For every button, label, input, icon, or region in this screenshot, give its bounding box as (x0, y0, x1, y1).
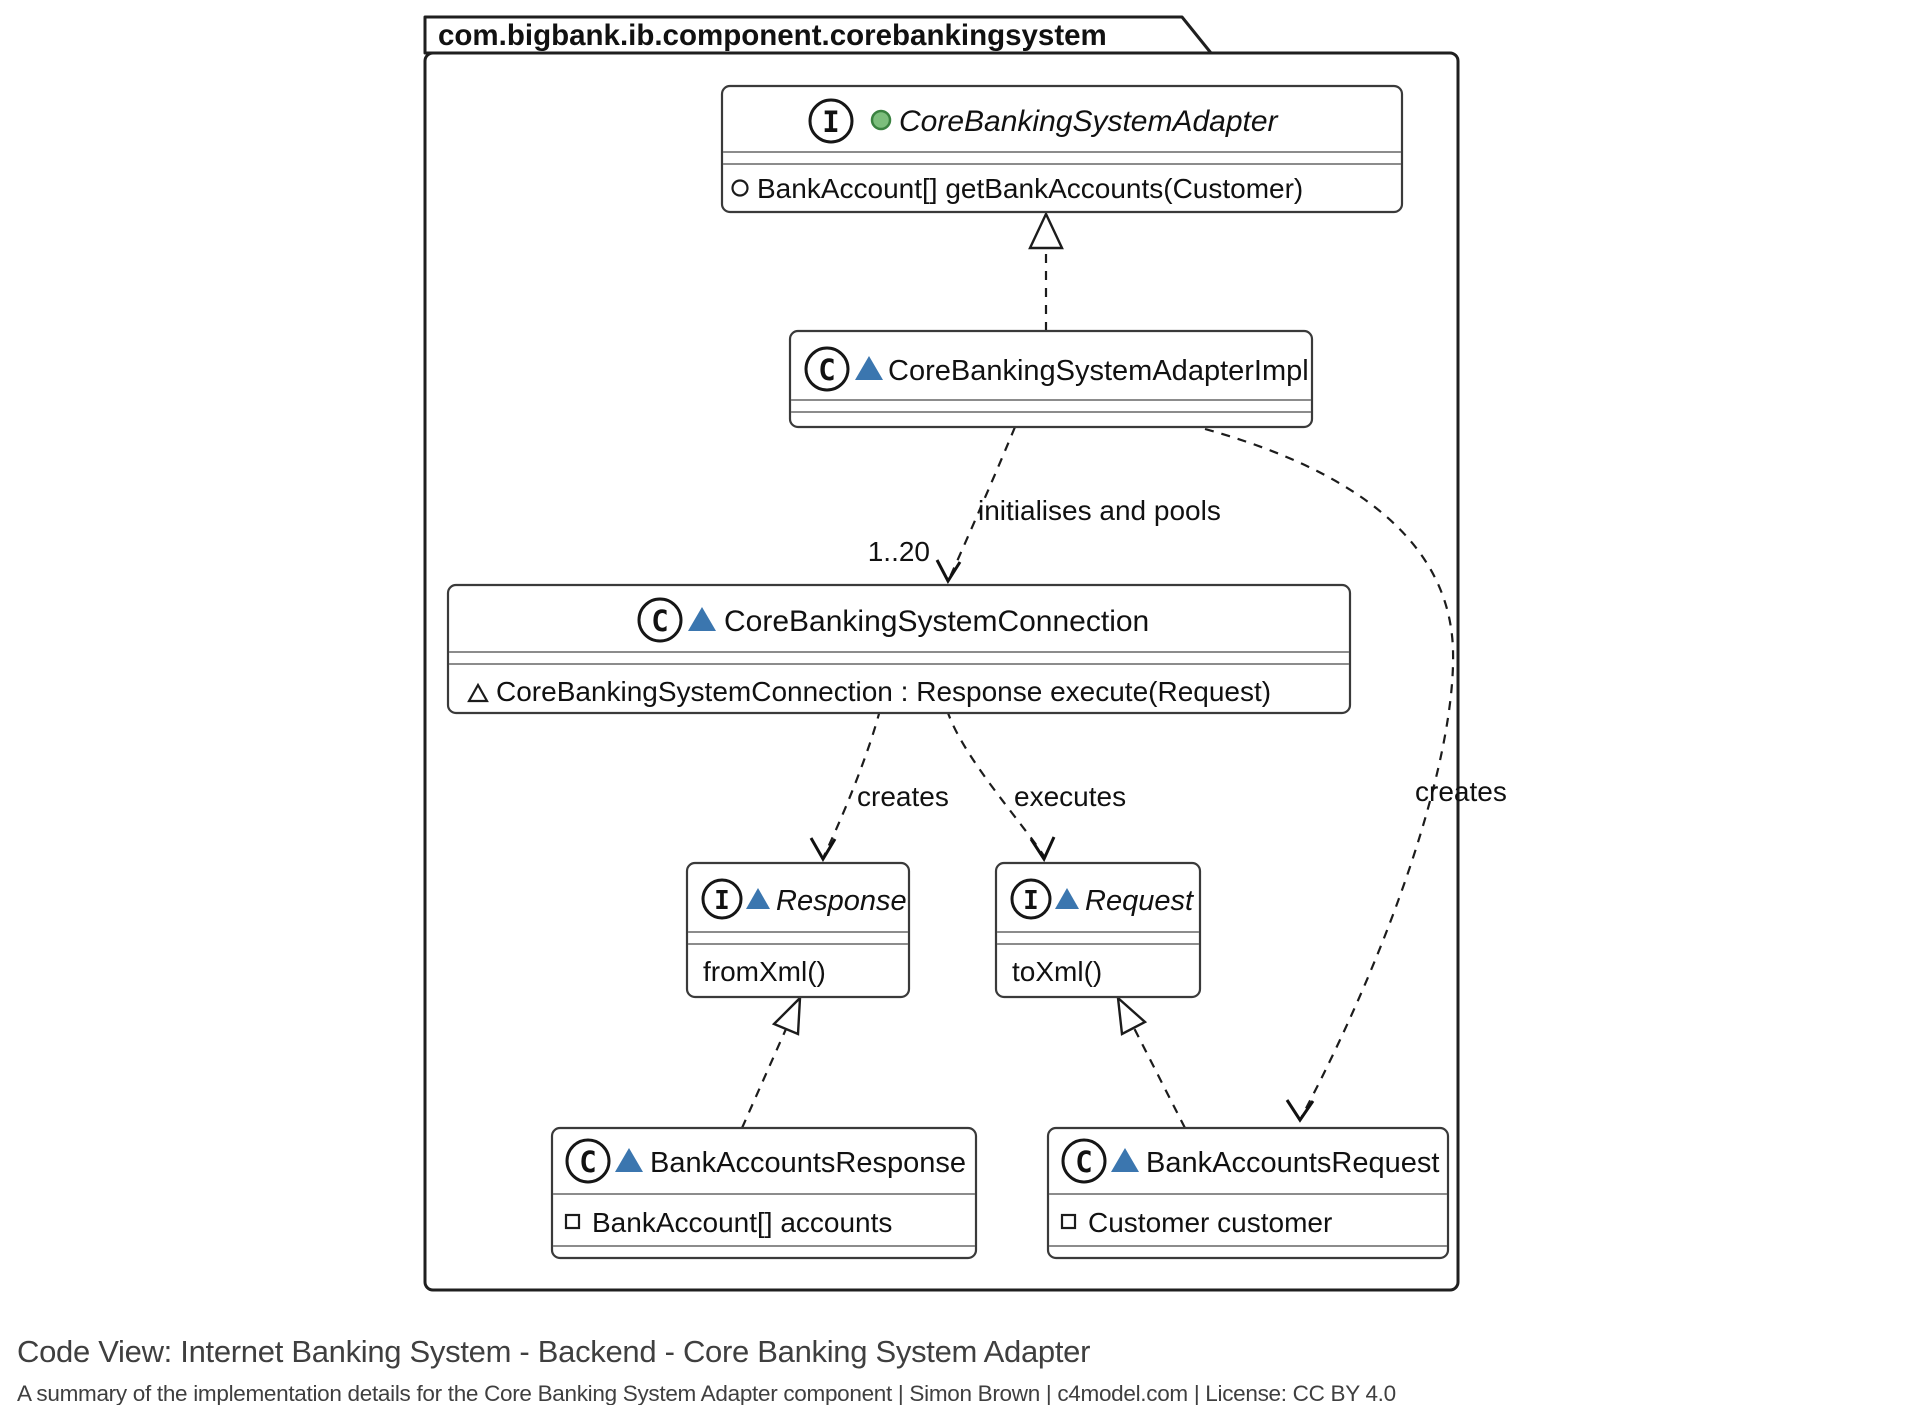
class-badge-letter: C (579, 1145, 597, 1179)
method-signature: toXml() (1012, 956, 1103, 987)
class-box-core-banking-system-connection (448, 585, 1350, 713)
class-box-bank-accounts-response (552, 1128, 976, 1258)
method-signature: BankAccount[] getBankAccounts(Customer) (757, 173, 1304, 204)
class-box-core-banking-system-adapter-impl (790, 331, 1312, 427)
class-box-bank-accounts-request (1048, 1128, 1448, 1258)
class-name: BankAccountsRequest (1146, 1147, 1440, 1179)
class-box-request (996, 863, 1200, 997)
field-icon (1062, 1215, 1075, 1228)
diagram-subtitle: A summary of the implementation details for the Core Banking System Adapter component | Simon Brown | c4model.com | License: CC BY 4.0 (17, 1381, 1396, 1405)
class-name: CoreBankingSystemAdapter (899, 105, 1278, 138)
edge-label-initialises-and-pools: initialises and pools (978, 495, 1221, 526)
package-name: com.bigbank.ib.component.corebankingsystem (438, 19, 1107, 52)
class-name: CoreBankingSystemConnection (724, 605, 1150, 638)
class-name: Response (776, 885, 907, 917)
class-name: CoreBankingSystemAdapterImpl (888, 355, 1309, 387)
edge-label-creates: creates (1415, 776, 1507, 807)
method-signature: CoreBankingSystemConnection : Response execute(Request) (496, 676, 1272, 707)
public-method-icon (733, 181, 748, 196)
interface-badge-letter: I (1023, 886, 1039, 916)
class-badge-letter: C (1075, 1145, 1093, 1179)
method-signature: fromXml() (703, 956, 826, 987)
green-dot-marker-icon (872, 111, 890, 129)
interface-badge-letter: I (822, 105, 840, 139)
class-name: Request (1085, 885, 1194, 917)
edge-label-executes: executes (1014, 781, 1127, 812)
class-badge-letter: C (651, 604, 669, 638)
class-badge-letter: C (818, 353, 836, 387)
field-signature: Customer customer (1088, 1207, 1333, 1238)
field-signature: BankAccount[] accounts (592, 1207, 893, 1238)
class-name: BankAccountsResponse (650, 1147, 966, 1179)
edge-multiplicity-label: 1..20 (867, 536, 930, 567)
class-box-response (687, 863, 909, 997)
edge-label-creates: creates (857, 781, 949, 812)
interface-badge-letter: I (714, 886, 730, 916)
class-box-core-banking-system-adapter (722, 86, 1402, 212)
field-icon (566, 1215, 579, 1228)
diagram-title: Code View: Internet Banking System - Backend - Core Banking System Adapter (17, 1334, 1091, 1369)
